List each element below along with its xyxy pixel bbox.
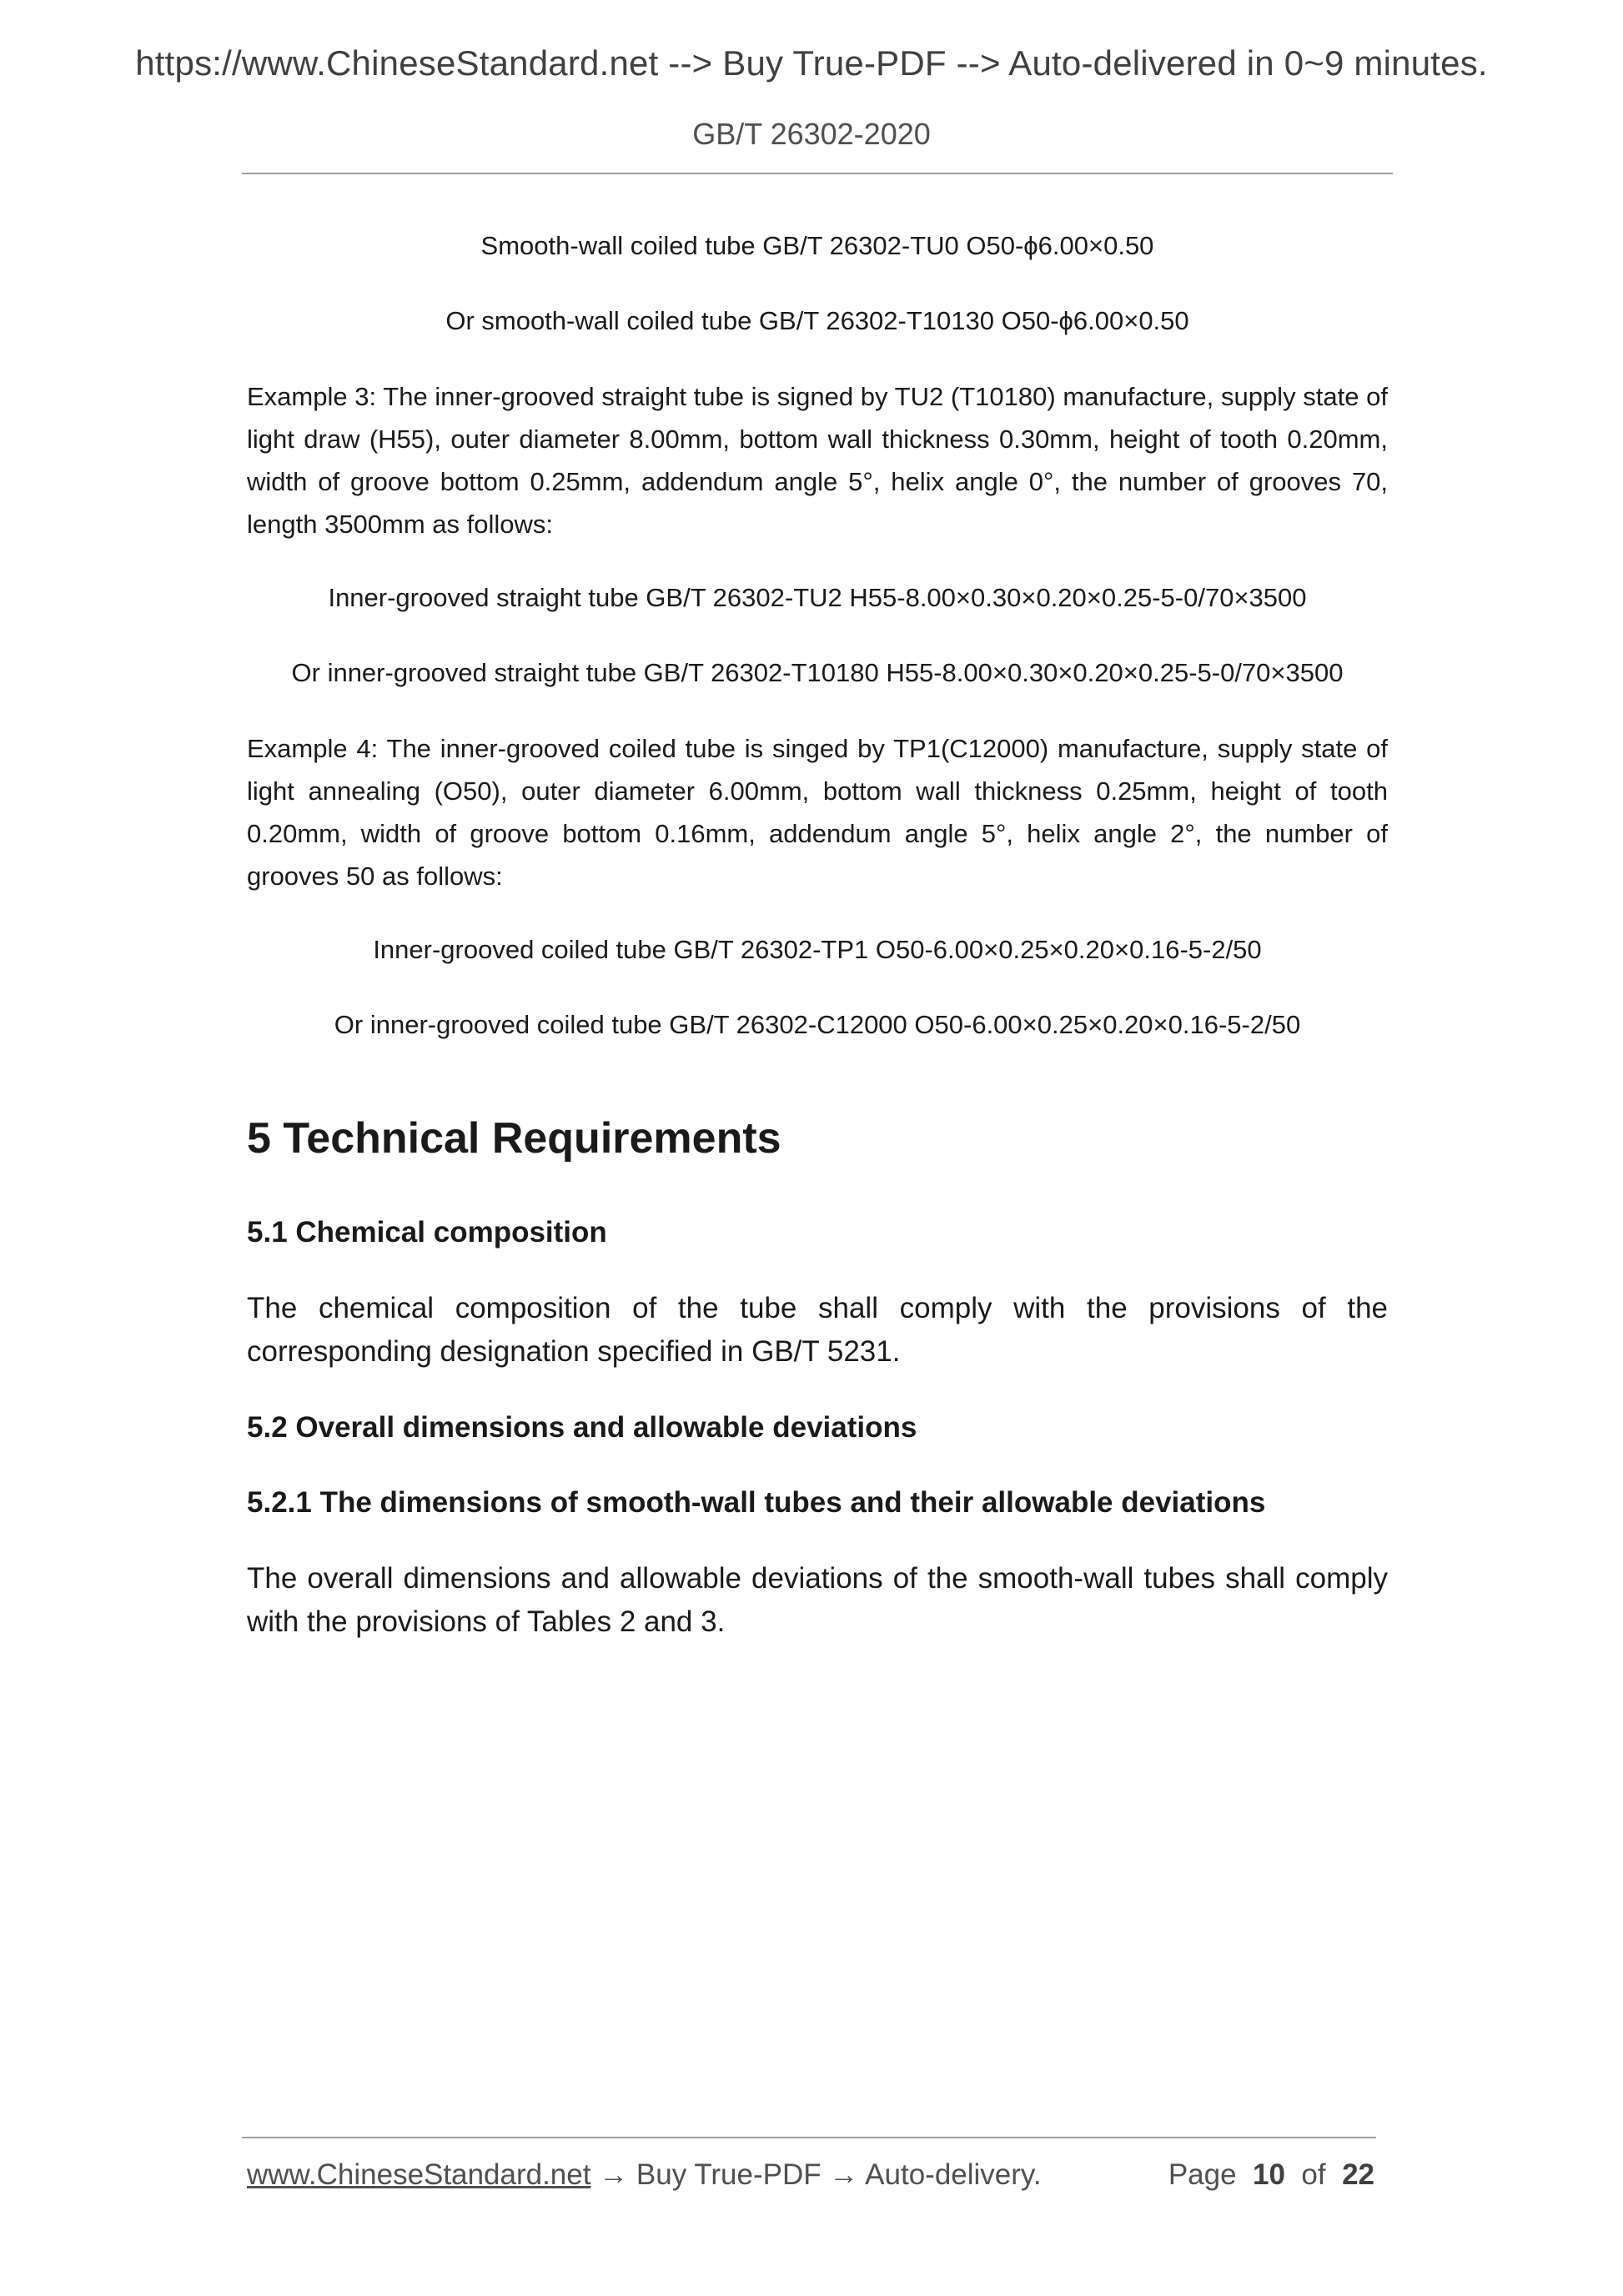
example-3-paragraph: Example 3: The inner-grooved straight tube is signed by TU2 (T10180) manufacture, supply state of light draw (H55), outer diameter 8.00mm, bottom wall thickness 0.30mm, height of tooth 0.20mm, width of groove bottom 0.25mm, addendum angle 5°, helix angle 0°, the number of grooves 70, length 3500mm as follows:: [247, 382, 1388, 539]
page-indicator: [1168, 2158, 1374, 2192]
designation-line-inner-coiled-alt: Or inner-grooved coiled tube GB/T 26302-C12000 O50-6.00×0.25×0.20×0.16-5-2/50: [334, 1010, 1301, 1039]
page-content: [247, 225, 1388, 1677]
section-5-1-heading: 5.1 Chemical composition: [247, 1216, 607, 1248]
page-label: Page: [1168, 2158, 1237, 2191]
page-total: 22: [1342, 2158, 1374, 2191]
designation-line-smooth-coiled: Smooth-wall coiled tube GB/T 26302-TU0 O50-ϕ6.00×0.50: [480, 231, 1154, 260]
section-5-heading: 5 Technical Requirements: [247, 1114, 781, 1163]
of-label: of: [1301, 2158, 1326, 2191]
page-number: 10: [1253, 2158, 1285, 2191]
section-5-2-1-text: The overall dimensions and allowable deviations of the smooth-wall tubes shall comply with the provisions of Tables 2 and 3.: [247, 1562, 1388, 1638]
footer-tagline: → Buy True-PDF → Auto-delivery.: [590, 2158, 1042, 2191]
footer-divider: [242, 2137, 1376, 2138]
section-5-2-1-heading: 5.2.1 The dimensions of smooth-wall tubes and their allowable deviations: [247, 1486, 1266, 1519]
example-4-paragraph: Example 4: The inner-grooved coiled tube is singed by TP1(C12000) manufacture, supply state of light annealing (O50), outer diameter 6.00mm, bottom wall thickness 0.25mm, height of tooth 0.20mm, width of groove bottom 0.16mm, addendum angle 5°, helix angle 2°, the number of grooves 50 as follows:: [247, 734, 1388, 891]
document-code: GB/T 26302-2020: [692, 117, 931, 151]
footer-left: [247, 2158, 1042, 2192]
section-5-2-heading: 5.2 Overall dimensions and allowable deviations: [247, 1411, 917, 1444]
designation-line-inner-straight-alt: Or inner-grooved straight tube GB/T 26302-T10180 H55-8.00×0.30×0.20×0.25-5-0/70×3500: [291, 658, 1344, 687]
top-banner-url: https://www.ChineseStandard.net --> Buy True-PDF --> Auto-delivered in 0~9 minutes.: [135, 43, 1488, 83]
designation-line-smooth-coiled-alt: Or smooth-wall coiled tube GB/T 26302-T10130 O50-ϕ6.00×0.50: [445, 306, 1189, 335]
section-5-1-text: The chemical composition of the tube shall comply with the provisions of the corresponding designation specified in GB/T 5231.: [247, 1292, 1388, 1368]
footer-site-link[interactable]: www.ChineseStandard.net: [247, 2158, 591, 2191]
designation-line-inner-straight: Inner-grooved straight tube GB/T 26302-TU2 H55-8.00×0.30×0.20×0.25-5-0/70×3500: [328, 583, 1307, 612]
designation-line-inner-coiled: Inner-grooved coiled tube GB/T 26302-TP1 O50-6.00×0.25×0.20×0.16-5-2/50: [373, 935, 1262, 964]
header-divider: [242, 173, 1393, 174]
